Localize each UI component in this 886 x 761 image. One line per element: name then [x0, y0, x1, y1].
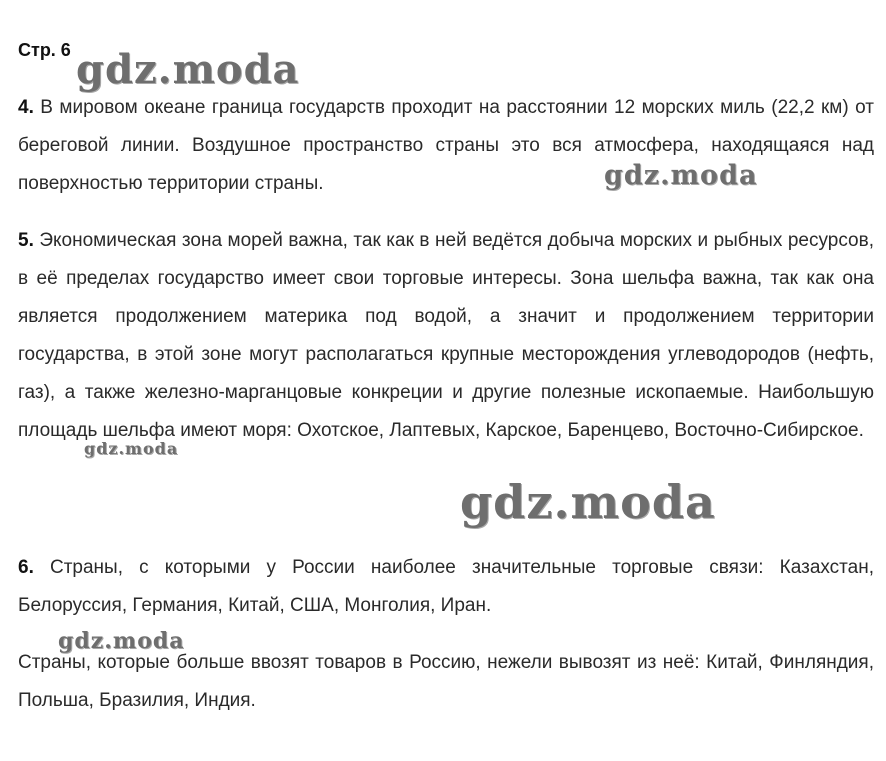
page-label: Стр. 6	[18, 40, 71, 60]
watermark: gdz.moda	[76, 46, 300, 93]
paragraph-text: Страны, которые больше ввозят товаров в Россию, нежели вывозят из неё: Китай, Финляндия, Польша, Бразилия, Индия.	[18, 652, 874, 711]
paragraph-5	[18, 222, 874, 450]
paragraph-text: В мировом океане граница государств проходит на расстоянии 12 морских миль (22,2 км) от береговой линии. Воздушное пространство страны это вся атмосфера, находящаяся над поверхностью территории страны.	[18, 97, 874, 194]
watermark: gdz.moda	[58, 628, 185, 654]
paragraph-number: 6.	[18, 557, 34, 578]
paragraph-number: 4.	[18, 97, 34, 118]
paragraph-6-continued	[18, 644, 874, 720]
paragraph-6	[18, 549, 874, 625]
paragraph-text: Экономическая зона морей важна, так как в ней ведётся добыча морских и рыбных ресурсов, в её пределах государство имеет свои торговые интересы. Зона шельфа важна, так как она является продолжением материка под водой, а значит и продолжением территории государства, в этой зоне могут располагаться крупные месторождения углеводородов (нефть, газ), а также железно-марганцовые конкреции и другие полезные ископаемые. Наибольшую площадь шельфа имеют моря: Охотское, Лаптевых, Карское, Баренцево, Восточно-Сибирское.	[18, 230, 874, 441]
paragraph-text: Страны, с которыми у России наиболее значительные торговые связи: Казахстан, Белоруссия, Германия, Китай, США, Монголия, Иран.	[18, 557, 874, 616]
paragraph-number: 5.	[18, 230, 34, 251]
watermark: gdz.moda	[84, 439, 179, 458]
watermark: gdz.moda	[460, 475, 716, 529]
watermark: gdz.moda	[604, 160, 758, 191]
